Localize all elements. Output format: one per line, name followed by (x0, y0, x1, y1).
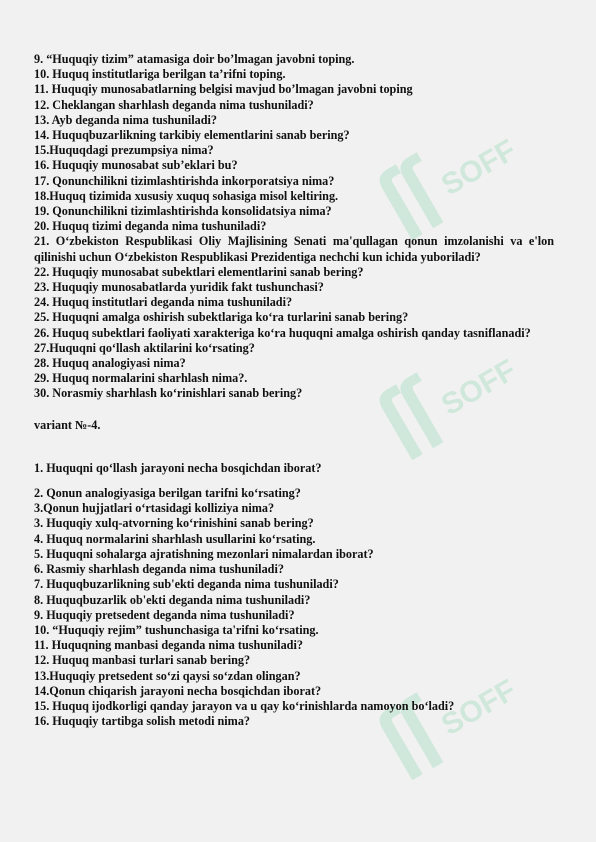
question-item: 6. Rasmiy sharhlash deganda nima tushuniladi? (34, 562, 284, 577)
question-item: 16. Huquqiy munosabat sub’eklari bu? (34, 158, 238, 173)
question-item: 3.Qonun hujjatlari o‘rtasidagi kolliziya nima? (34, 501, 275, 516)
question-item: 29. Huquq normalarini sharhlash nima?. (34, 371, 248, 386)
question-item: 25. Huquqni amalga oshirish subektlariga ko‘ra turlarini sanab bering? (34, 310, 409, 325)
question-item: 15.Huquqdagi prezumpsiya nima? (34, 143, 214, 158)
question-item: 26. Huquq subektlari faoliyati xarakteriga ko‘ra huquqni amalga oshirish qanday tasniflanadi? (34, 325, 531, 340)
question-item: 17. Qonunchilikni tizimlashtirishda inkorporatsiya nima? (34, 173, 335, 188)
question-item: 21. O‘zbekiston Respublikasi Oliy Majlisining Senati ma'qullagan qonun imzolanishi va e'lon qilinishi uchun O‘zbekiston Respublikasi Prezidentiga nechchi kun ichida yuboriladi? (34, 234, 554, 264)
question-item: 10. “Huquqiy rejim” tushunchasiga ta'rifni ko‘rsating. (34, 622, 319, 637)
svg-text:SOFF: SOFF (435, 133, 522, 203)
question-item: 7. Huquqbuzarlikning sub'ekti deganda nima tushuniladi? (34, 577, 339, 592)
svg-text:SOFF: SOFF (435, 353, 522, 423)
question-item: 9. “Huquqiy tizim” atamasiga doir bo’lmagan javobni toping. (34, 52, 355, 66)
question-item: 30. Norasmiy sharhlash ko‘rinishlari sanab bering? (34, 386, 303, 401)
question-item: 16. Huquqiy tartibga solish metodi nima? (34, 714, 251, 729)
question-item: 18.Huquq tizimida xususiy xuquq sohasiga misol keltiring. (34, 188, 339, 203)
question-item: 9. Huquqiy pretsedent deganda nima tushuniladi? (34, 607, 295, 622)
question-item: 3. Huquqiy xulq-atvorning ko‘rinishini sanab bering? (34, 516, 314, 531)
spacer (34, 476, 554, 486)
question-item: 20. Huquq tizimi deganda nima tushuniladi? (34, 219, 267, 234)
question-list (34, 52, 554, 729)
question-item: 1. Huquqni qo‘llash jarayoni necha bosqichdan iborat? (34, 460, 322, 475)
variant-heading: variant №-4. (34, 417, 101, 432)
question-item: 5. Huquqni sohalarga ajratishning mezonlari nimalardan iborat? (34, 546, 374, 561)
question-item: 8. Huquqbuzarlik ob'ekti deganda nima tushuniladi? (34, 592, 311, 607)
question-item: 10. Huquq institutlariga berilgan ta’rifni toping. (34, 67, 286, 82)
question-item: 14. Huquqbuzarlikning tarkibiy elementlarini sanab bering? (34, 128, 350, 143)
question-item: 11. Huquqning manbasi deganda nima tushuniladi? (34, 638, 303, 653)
question-item: 14.Qonun chiqarish jarayoni necha bosqichdan iborat? (34, 683, 322, 698)
svg-text:SOFF: SOFF (435, 673, 522, 743)
question-item: 22. Huquqiy munosabat subektlari elementlarini sanab bering? (34, 264, 364, 279)
question-item: 4. Huquq normalarini sharhlash usullarini ko‘rsating. (34, 531, 316, 546)
question-item: 24. Huquq institutlari deganda nima tushuniladi? (34, 295, 293, 310)
question-item: 12. Huquq manbasi turlari sanab bering? (34, 653, 251, 668)
question-item: 11. Huquqiy munosabatlarning belgisi mavjud bo’lmagan javobni toping (34, 82, 413, 97)
question-item: 23. Huquqiy munosabatlarda yuridik fakt tushunchasi? (34, 280, 324, 295)
question-item: 2. Qonun analogiyasiga berilgan tarifni ko‘rsating? (34, 486, 301, 501)
question-item: 12. Cheklangan sharhlash deganda nima tushuniladi? (34, 97, 314, 112)
question-item: 13.Huquqiy pretsedent so‘zi qaysi so‘zdan olingan? (34, 668, 301, 683)
question-item: 13. Ayb deganda nima tushuniladi? (34, 112, 217, 127)
question-item: 15. Huquq ijodkorligi qanday jarayon va u qay ko‘rinishlarda namoyon bo‘ladi? (34, 698, 455, 713)
question-item: 27.Huquqni qo‘llash aktilarini ko‘rsating? (34, 340, 255, 355)
question-item: 19. Qonunchilikni tizimlashtirishda konsolidatsiya nima? (34, 204, 332, 219)
question-item: 28. Huquq analogiyasi nima? (34, 356, 186, 371)
